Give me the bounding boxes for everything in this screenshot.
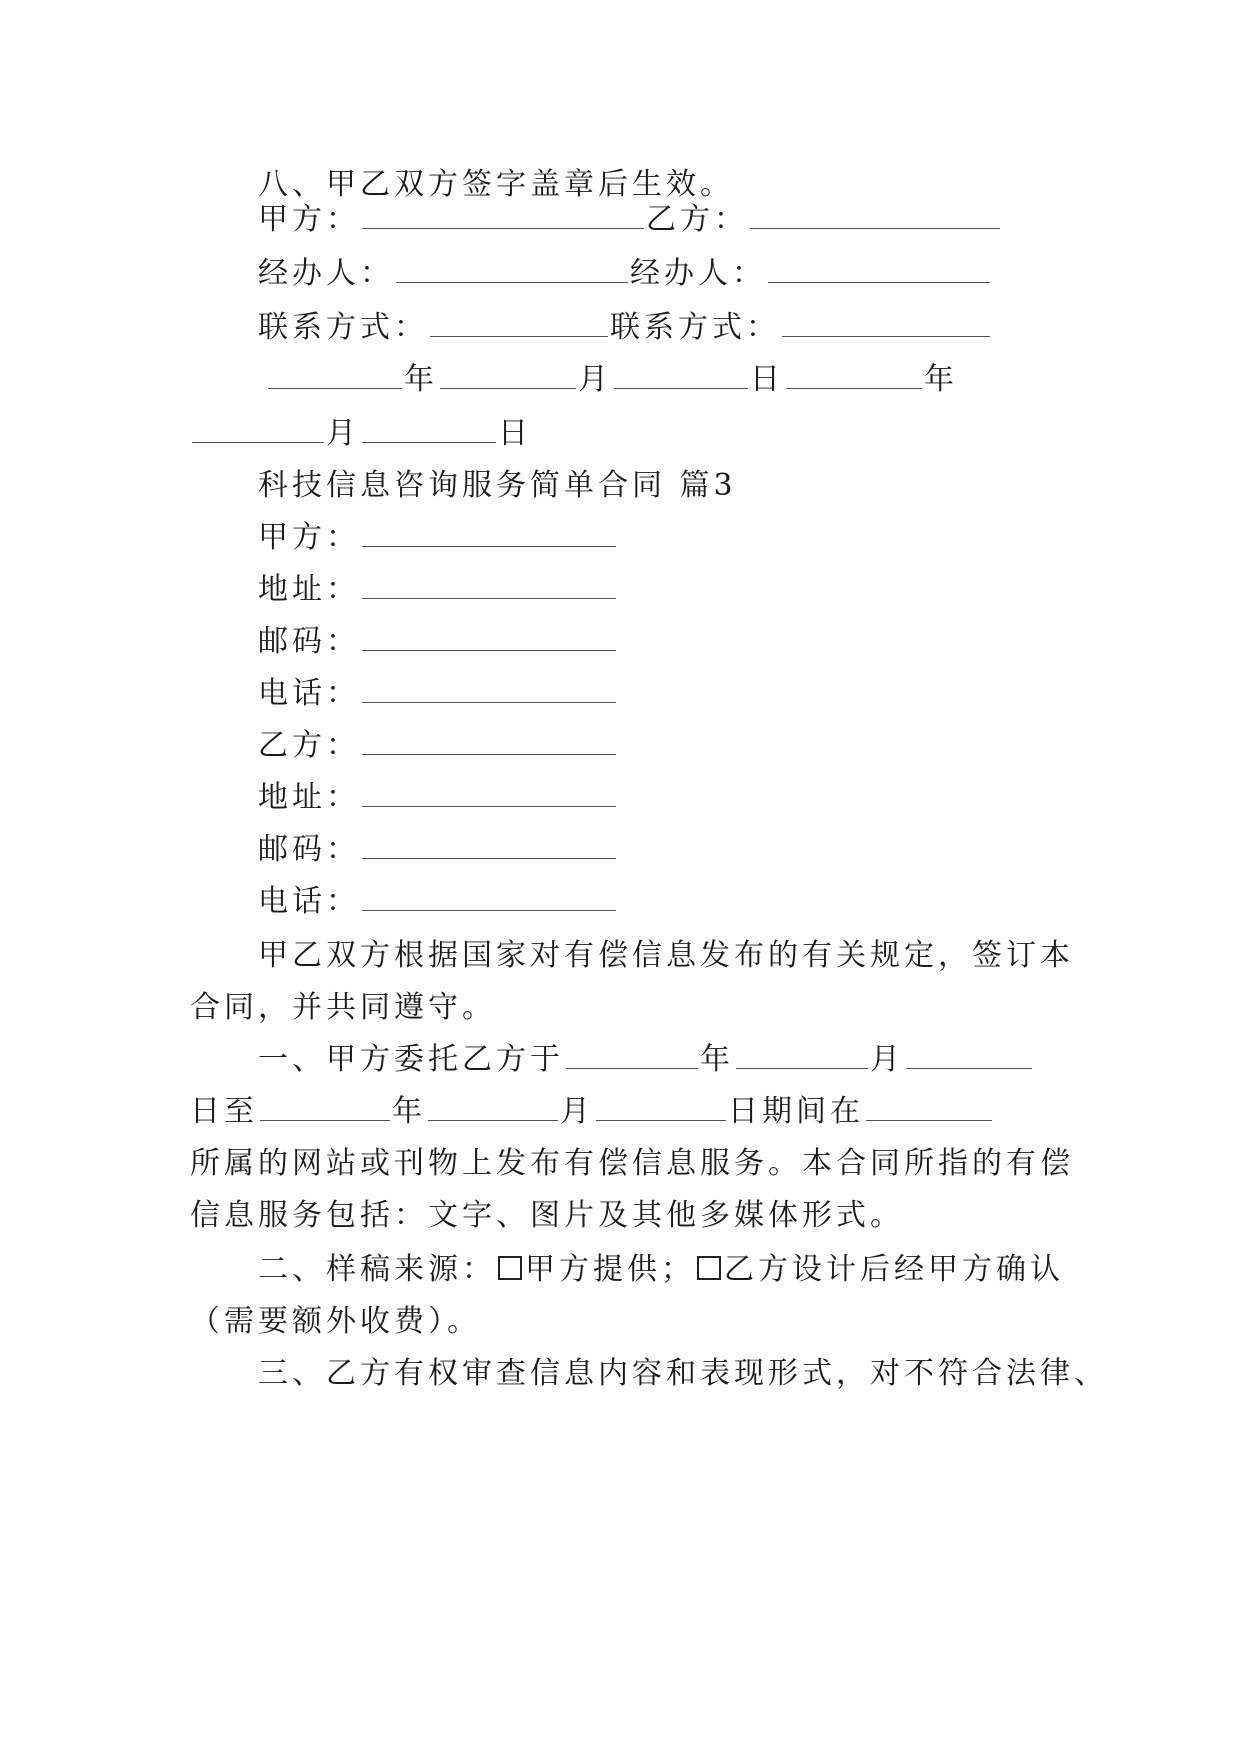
intro-line-1-text: 甲乙双方根据国家对有偿信息发布的有关规定，签订本 xyxy=(258,938,1074,973)
contract-title xyxy=(258,466,1128,506)
contact-a-blank[interactable] xyxy=(430,312,608,337)
clause-2-start: 二、样稿来源： xyxy=(258,1252,496,1287)
option-party-a-label: 甲方提供； xyxy=(525,1252,695,1287)
option-party-b-label: 乙方设计后经甲方确认 xyxy=(724,1252,1064,1287)
clause-1-start: 一、甲方委托乙方于 xyxy=(258,1042,564,1077)
clause-1-month2-blank[interactable] xyxy=(428,1096,558,1121)
field-address-a xyxy=(258,570,1128,610)
contact-b-blank[interactable] xyxy=(782,312,990,337)
party-b-blank[interactable] xyxy=(750,204,1000,229)
date-a-day-label: 日 xyxy=(750,362,784,397)
clause-1-year-blank[interactable] xyxy=(566,1044,698,1069)
field-postcode-a xyxy=(258,622,1128,662)
contact-a-label: 联系方式： xyxy=(258,310,428,345)
clause-1-period: 日期间在 xyxy=(728,1094,864,1129)
intro-line-1 xyxy=(258,936,1128,976)
field-postcode-b xyxy=(258,830,1128,870)
clause-effective xyxy=(258,165,1128,205)
field-address-b-blank[interactable] xyxy=(362,782,616,807)
date-a-year-blank[interactable] xyxy=(268,364,402,389)
field-address-b-label: 地址： xyxy=(258,780,360,815)
date-b-year-label: 年 xyxy=(924,362,958,397)
date-a-day-blank[interactable] xyxy=(614,364,748,389)
clause-1-month2-label: 月 xyxy=(560,1094,594,1129)
clause-1-year-label: 年 xyxy=(700,1042,734,1077)
signature-date-row-2 xyxy=(190,414,1060,454)
field-party-a-blank[interactable] xyxy=(362,522,616,547)
clause-2-line-1 xyxy=(258,1250,1128,1290)
signature-contact-row xyxy=(258,308,1128,348)
date-a-month-label: 月 xyxy=(578,362,612,397)
clause-1-day-blank[interactable] xyxy=(906,1044,1032,1069)
field-address-a-label: 地址： xyxy=(258,572,360,607)
party-b-label: 乙方： xyxy=(646,202,748,237)
field-address-a-blank[interactable] xyxy=(362,574,616,599)
agent-a-blank[interactable] xyxy=(396,258,628,283)
option-party-a-checkbox[interactable] xyxy=(498,1256,522,1280)
clause-1-line-2 xyxy=(190,1092,1060,1132)
date-b-month-label: 月 xyxy=(326,416,360,451)
field-postcode-b-label: 邮码： xyxy=(258,832,360,867)
signature-agent-row xyxy=(258,254,1128,294)
date-b-year-blank[interactable] xyxy=(786,364,922,389)
intro-line-2 xyxy=(190,988,1060,1028)
field-party-a xyxy=(258,518,1128,558)
field-phone-b xyxy=(258,882,1128,922)
date-b-month-blank[interactable] xyxy=(192,418,324,443)
contract-title-text: 科技信息咨询服务简单合同 篇3 xyxy=(258,468,737,503)
date-b-day-blank[interactable] xyxy=(362,418,496,443)
clause-2-line-2 xyxy=(190,1302,1060,1342)
date-a-year-label: 年 xyxy=(404,362,438,397)
party-a-blank[interactable] xyxy=(362,204,644,229)
signature-date-row xyxy=(266,360,1136,400)
clause-1-year2-label: 年 xyxy=(392,1094,426,1129)
option-party-b-checkbox[interactable] xyxy=(697,1256,721,1280)
clause-3-line-1 xyxy=(258,1354,1128,1394)
clause-1-venue-blank[interactable] xyxy=(866,1096,992,1121)
field-party-b-label: 乙方： xyxy=(258,728,360,763)
clause-effective-text: 八、甲乙双方签字盖章后生效。 xyxy=(258,167,734,202)
clause-2-line-2-text: （需要额外收费）。 xyxy=(190,1304,481,1339)
agent-b-label: 经办人： xyxy=(630,256,766,291)
field-phone-b-label: 电话： xyxy=(258,884,360,919)
field-phone-a-blank[interactable] xyxy=(362,678,616,703)
clause-1-line-1 xyxy=(258,1040,1128,1080)
clause-1-line-3 xyxy=(190,1144,1074,1184)
field-postcode-b-blank[interactable] xyxy=(362,834,616,859)
clause-1-year2-blank[interactable] xyxy=(260,1096,390,1121)
field-phone-a xyxy=(258,674,1128,714)
field-postcode-a-blank[interactable] xyxy=(362,626,616,651)
intro-line-2-text: 合同，并共同遵守。 xyxy=(190,990,496,1025)
clause-1-line-3-text: 所属的网站或刊物上发布有偿信息服务。本合同所指的有偿 xyxy=(190,1146,1074,1181)
clause-1-line-4 xyxy=(190,1196,1060,1236)
field-party-b-blank[interactable] xyxy=(362,730,616,755)
field-address-b xyxy=(258,778,1128,818)
date-a-month-blank[interactable] xyxy=(440,364,576,389)
agent-b-blank[interactable] xyxy=(768,258,990,283)
field-phone-b-blank[interactable] xyxy=(362,886,616,911)
clause-1-day2-blank[interactable] xyxy=(596,1096,726,1121)
clause-1-month-label: 月 xyxy=(870,1042,904,1077)
field-phone-a-label: 电话： xyxy=(258,676,360,711)
party-a-label: 甲方： xyxy=(258,202,360,237)
clause-1-day-to: 日至 xyxy=(190,1094,258,1129)
clause-1-line-4-text: 信息服务包括：文字、图片及其他多媒体形式。 xyxy=(190,1198,904,1233)
agent-a-label: 经办人： xyxy=(258,256,394,291)
clause-1-month-blank[interactable] xyxy=(736,1044,868,1069)
date-b-day-label: 日 xyxy=(498,416,532,451)
field-postcode-a-label: 邮码： xyxy=(258,624,360,659)
clause-3-line-1-text: 三、乙方有权审查信息内容和表现形式，对不符合法律、 xyxy=(258,1356,1108,1391)
field-party-a-label: 甲方： xyxy=(258,520,360,555)
field-party-b xyxy=(258,726,1128,766)
contact-b-label: 联系方式： xyxy=(610,310,780,345)
signature-party-row xyxy=(258,200,1128,240)
